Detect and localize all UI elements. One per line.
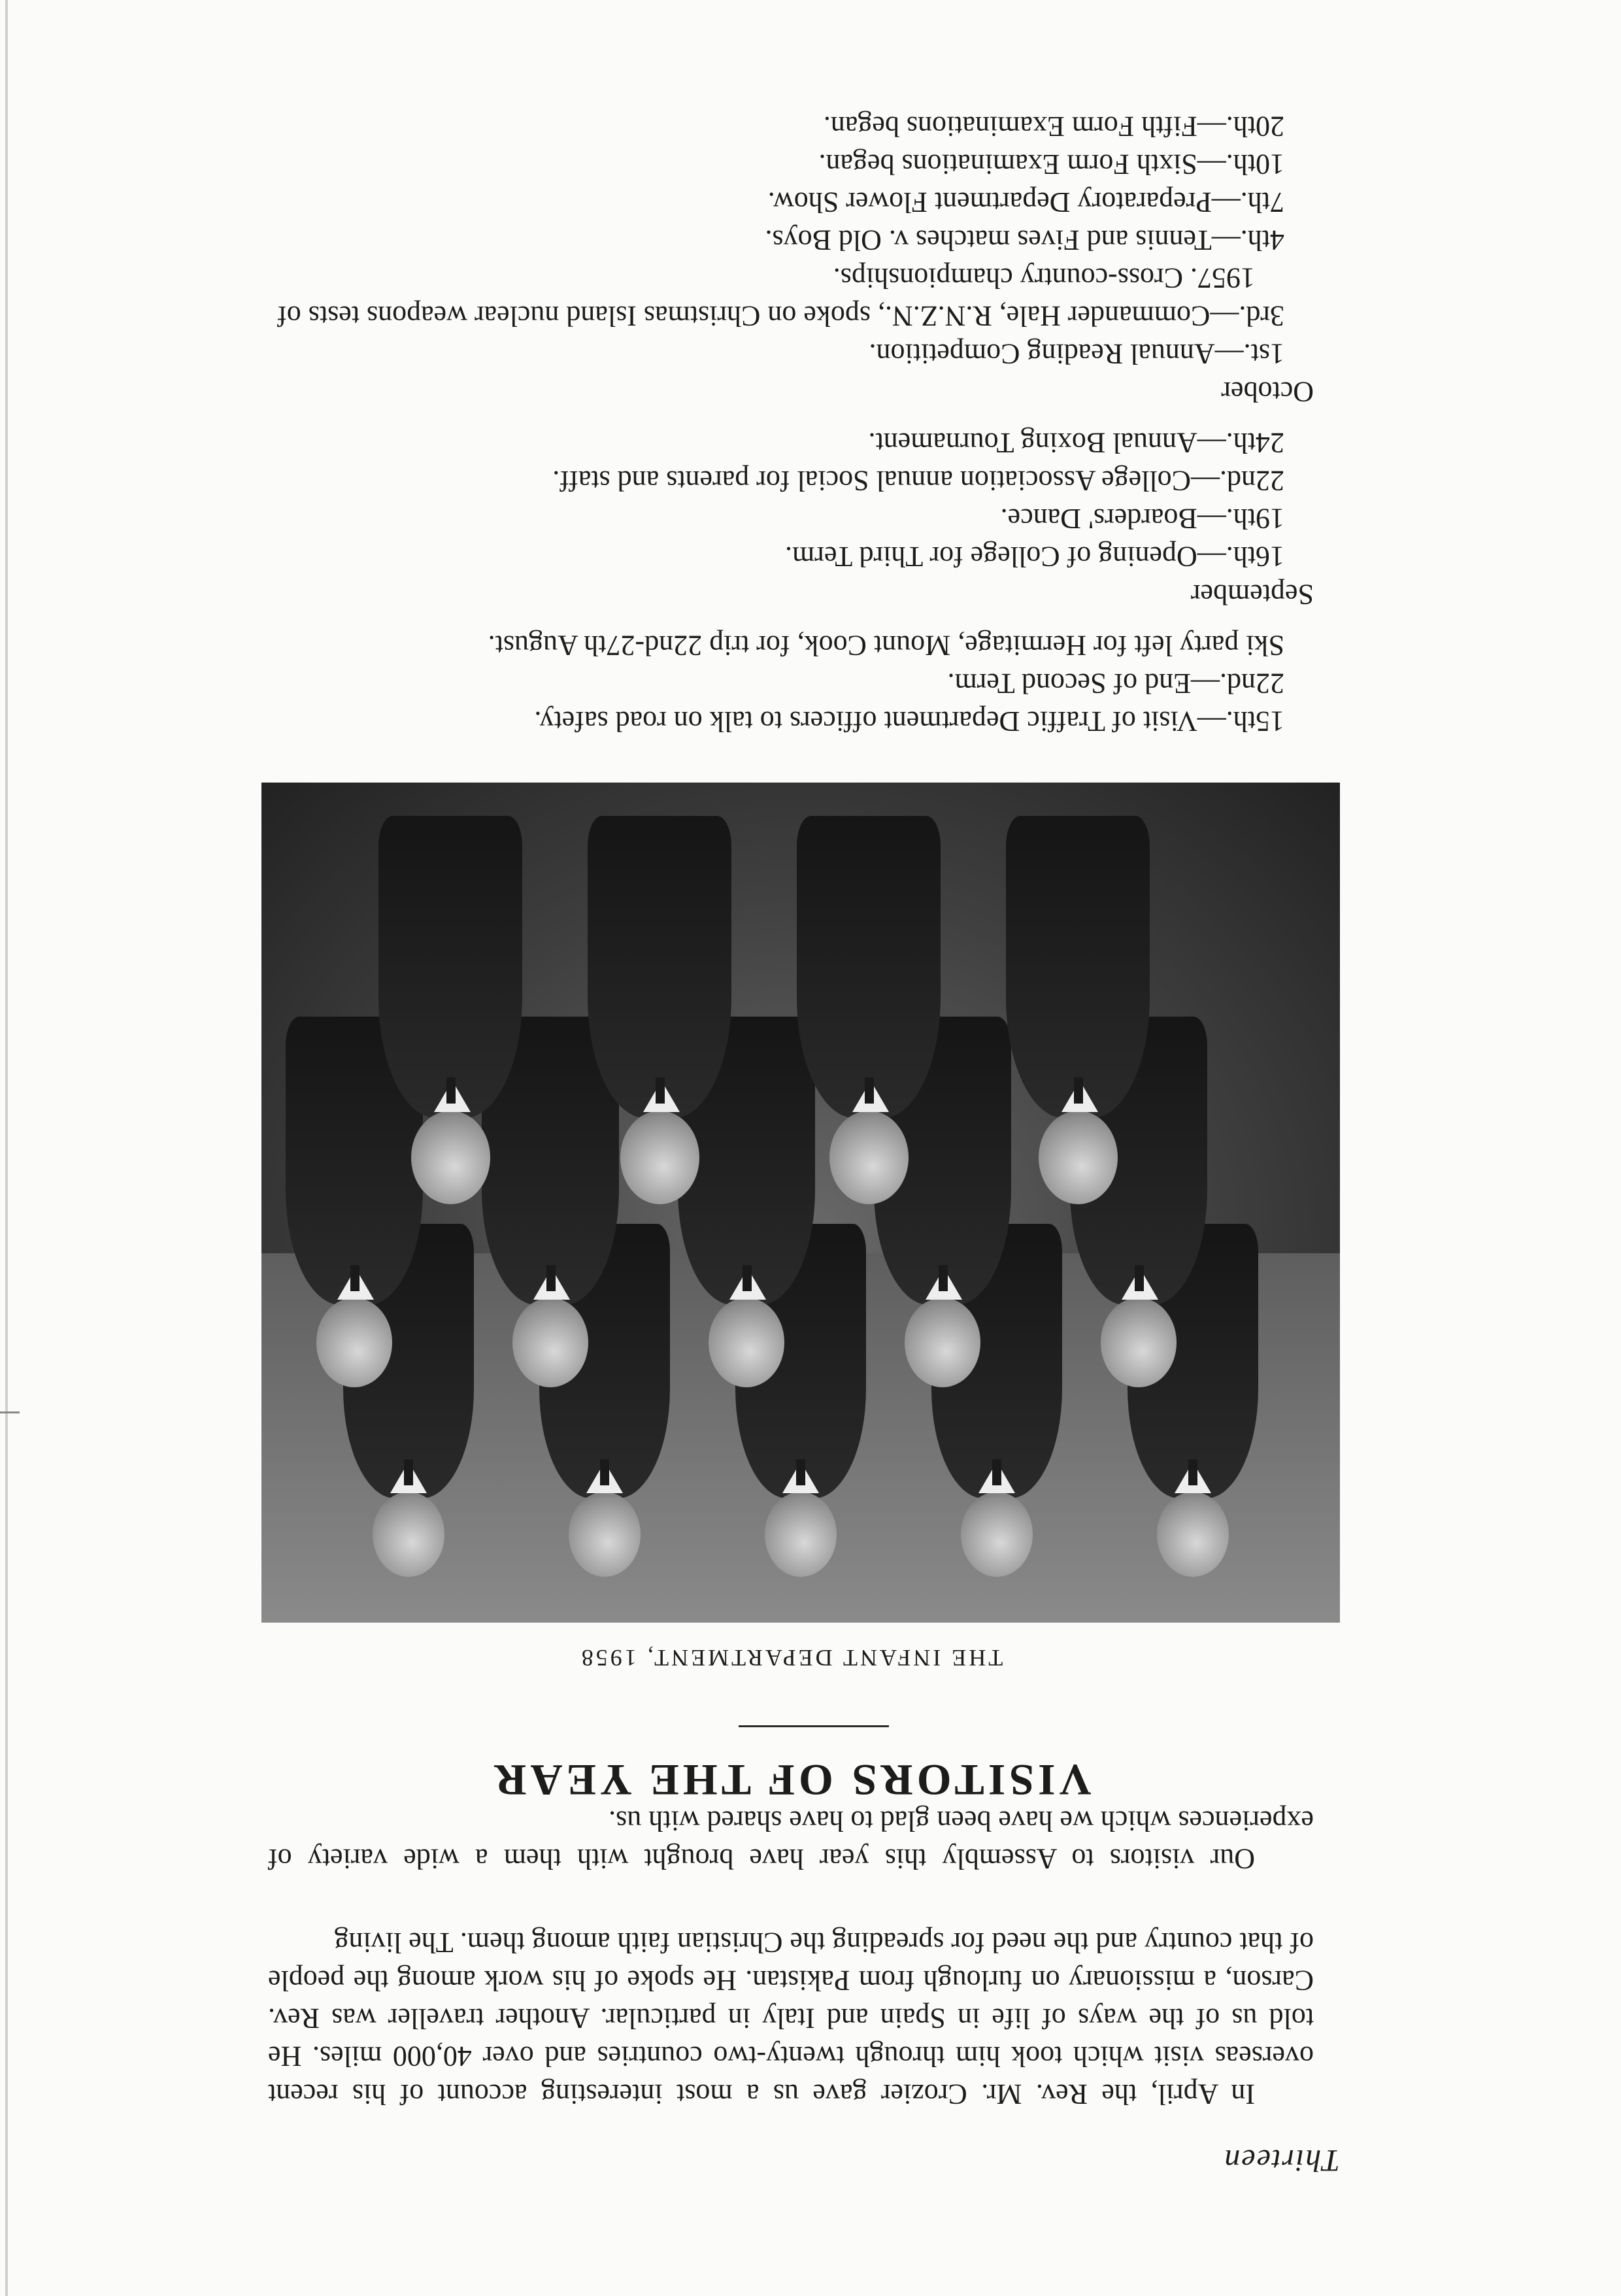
photo-caption: THE INFANT DEPARTMENT, 1958 — [578, 1645, 1003, 1671]
paragraph-intro: Our visitors to Assembly this year have brought with them a wide variety of experiences which we have been glad to have shared with us. — [268, 1805, 1314, 1875]
month-heading-october: October — [1221, 376, 1314, 408]
paragraph-visitors: In April, the Rev. Mr. Crozier gave us a most interesting account of his recent overseas visit which took him through twenty-two countries and over 40,000 miles. He told us of the ways of life in Spain and Italy in particular. Another traveller was Rev. Carson, a missionary on furlough from Pakistan. He spoke of his work among the people of that country and the need for spreading the Christian faith among them. The living — [268, 1927, 1314, 2110]
page-edge-mark — [0, 1411, 20, 1413]
month-heading-september: September — [1190, 579, 1314, 611]
class-photograph — [261, 783, 1340, 1623]
entry-october-3: 4th.—Tennis and Fives matches v. Old Boys. — [765, 224, 1284, 256]
entry-october-4: 7th.—Preparatory Department Flower Show. — [767, 186, 1284, 218]
section-heading: VISITORS OF THE YEAR — [490, 1755, 1092, 1805]
entry-september-1: 16th.—Opening of College for Third Term. — [785, 541, 1284, 573]
entry-september-3: 22nd.—College Association annual Social for parents and staff. — [552, 465, 1284, 497]
entry-october-1: 1st.—Annual Reading Competition. — [869, 338, 1284, 370]
page-number: Thirteen — [1223, 2143, 1340, 2178]
page-binding-edge — [5, 0, 8, 2296]
entry-september-2: 19th.—Boarders' Dance. — [1000, 503, 1284, 535]
entry-september-4: 24th.—Annual Boxing Tournament. — [868, 427, 1284, 459]
entry-october-5: 10th.—Sixth Form Examinations began. — [818, 148, 1284, 180]
calendar-entries — [268, 107, 1314, 740]
entry-end-second-term: 22nd.—End of Second Term. — [947, 667, 1284, 700]
entry-ski-party: Ski party left for Hermitage, Mount Cook, for trip 22nd-27th August. — [488, 630, 1284, 662]
section-divider — [739, 1725, 889, 1727]
entry-october-2: 3rd.—Commander Hale, R.N.Z.N., spoke on Christmas Island nuclear weapons tests of 1957. Cross-country championships. — [277, 262, 1284, 332]
entry-traffic-visit: 15th.—Visit of Traffic Department officers to talk on road safety. — [534, 705, 1284, 737]
entry-october-6: 20th.—Fifth Form Examinations began. — [823, 110, 1284, 143]
